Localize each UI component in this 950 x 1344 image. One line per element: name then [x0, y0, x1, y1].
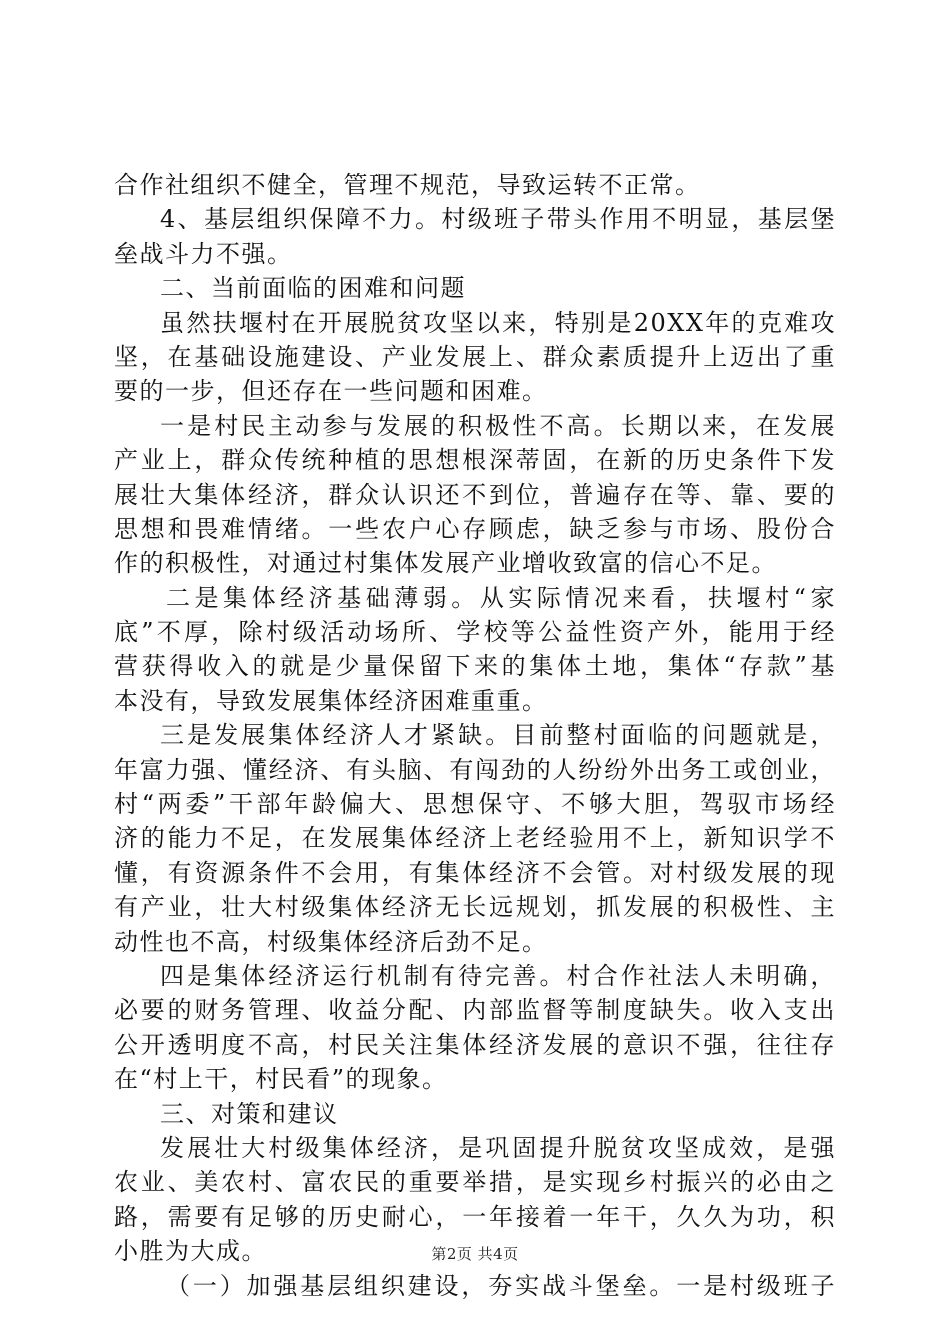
paragraph-line: 济的能力不足，在发展集体经济上老经验用不上，新知识学不 — [114, 824, 836, 853]
paragraph-line: 必要的财务管理、收益分配、内部监督等制度缺失。收入支出 — [114, 996, 836, 1025]
paragraph-line: 三是发展集体经济人才紧缺。目前整村面临的问题就是， — [160, 721, 836, 750]
paragraph-line: 懂，有资源条件不会用，有集体经济不会管。对村级发展的现 — [114, 858, 836, 887]
paragraph-line: 作的积极性，对通过村集体发展产业增收致富的信心不足。 — [114, 549, 777, 578]
section-heading: 二、当前面临的困难和问题 — [160, 274, 466, 303]
paragraph-line: 底”不厚，除村级活动场所、学校等公益性资产外，能用于经 — [114, 618, 836, 647]
paragraph-line: （一）加强基层组织建设，夯实战斗堡垒。一是村级班子 — [166, 1271, 836, 1300]
paragraph-line: 要的一步，但还存在一些问题和困难。 — [114, 377, 548, 406]
paragraph-line: 虽然扶堰村在开展脱贫攻坚以来，特别是20XX年的克难攻 — [160, 308, 836, 337]
paragraph-line: 垒战斗力不强。 — [114, 239, 293, 268]
paragraph-line: 动性也不高，村级集体经济后劲不足。 — [114, 927, 548, 956]
paragraph-line: 本没有，导致发展集体经济困难重重。 — [114, 686, 548, 715]
paragraph-line: 二是集体经济基础薄弱。从实际情况来看，扶堰村“家 — [166, 583, 836, 612]
paragraph-line: 在“村上干，村民看”的现象。 — [114, 1065, 448, 1094]
page-footer: 第2页 共4页 — [431, 1245, 519, 1263]
paragraph-line: 年富力强、懂经济、有头脑、有闯劲的人纷纷外出务工或创业， — [114, 755, 836, 784]
paragraph-line: 营获得收入的就是少量保留下来的集体土地，集体“存款”基 — [114, 652, 836, 681]
paragraph-line: 村“两委”干部年龄偏大、思想保守、不够大胆，驾驭市场经 — [114, 790, 836, 819]
paragraph-line: 坚，在基础设施建设、产业发展上、群众素质提升上迈出了重 — [114, 342, 836, 371]
section-heading: 三、对策和建议 — [160, 1099, 339, 1128]
paragraph-line: 农业、美农村、富农民的重要举措，是实现乡村振兴的必由之 — [114, 1168, 836, 1197]
paragraph-line: 一是村民主动参与发展的积极性不高。长期以来，在发展 — [160, 411, 836, 440]
paragraph-line: 产业上，群众传统种植的思想根深蒂固，在新的历史条件下发 — [114, 446, 836, 475]
paragraph-line: 路，需要有足够的历史耐心，一年接着一年干，久久为功，积 — [114, 1202, 836, 1231]
paragraph-line: 小胜为大成。 — [114, 1237, 267, 1266]
paragraph-line: 有产业，壮大村级集体经济无长远规划，抓发展的积极性、主 — [114, 893, 836, 922]
body-text — [114, 168, 836, 1303]
paragraph-line: 公开透明度不高，村民关注集体经济发展的意识不强，往往存 — [114, 1030, 836, 1059]
paragraph-line: 展壮大集体经济，群众认识还不到位，普遍存在等、靠、要的 — [114, 480, 836, 509]
paragraph-line: 四是集体经济运行机制有待完善。村合作社法人未明确， — [160, 961, 836, 990]
paragraph-line: 思想和畏难情绪。一些农户心存顾虑，缺乏参与市场、股份合 — [114, 514, 836, 543]
paragraph-line: 合作社组织不健全，管理不规范，导致运转不正常。 — [114, 171, 701, 199]
paragraph-line: 发展壮大村级集体经济，是巩固提升脱贫攻坚成效，是强 — [160, 1133, 836, 1162]
paragraph-line: 4、基层组织保障不力。村级班子带头作用不明显，基层堡 — [160, 205, 836, 234]
